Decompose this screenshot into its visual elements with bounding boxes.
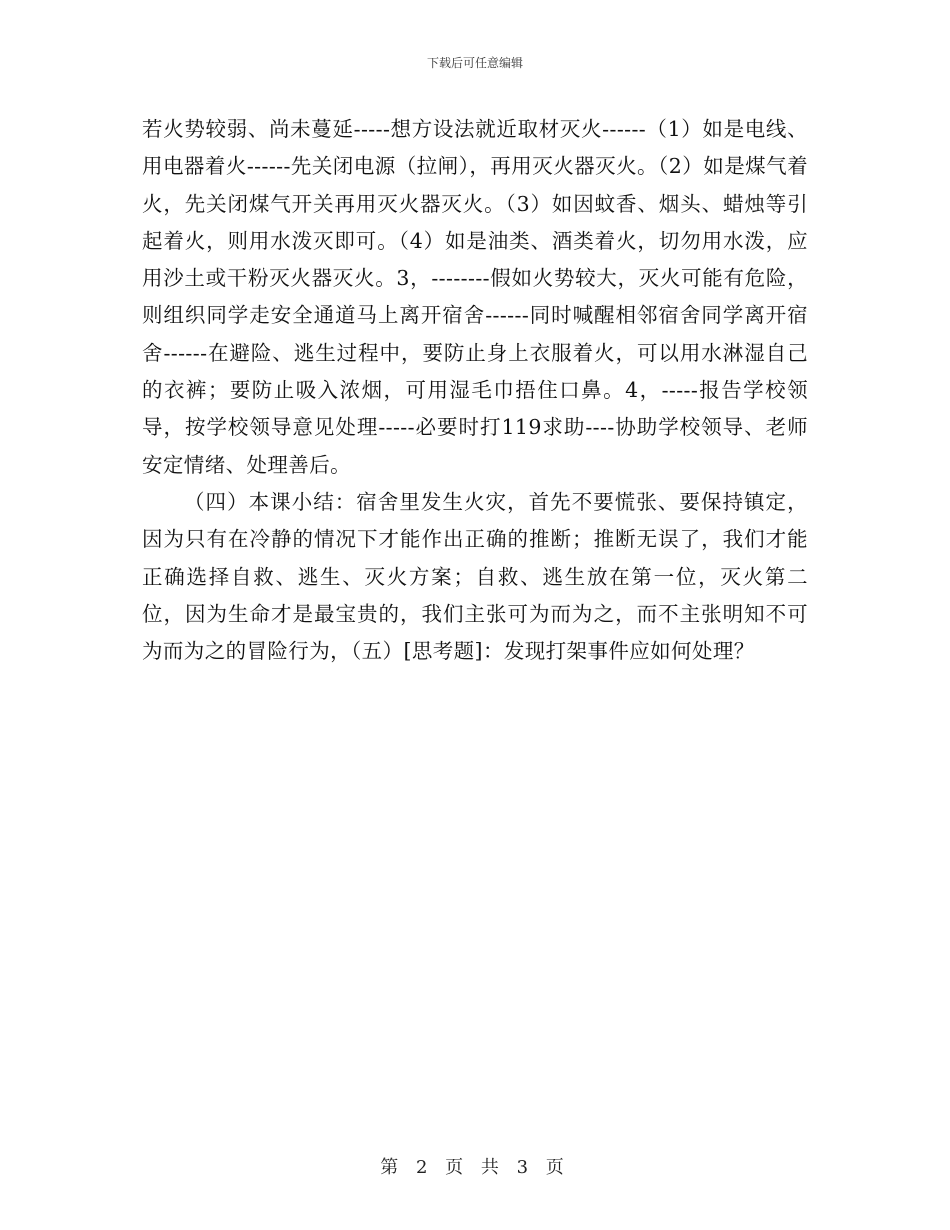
- page-header: 下载后可任意编辑: [426, 56, 523, 70]
- paragraph-fire-response-steps: 若火势较弱、尚未蔓延-----想方设法就近取材灭火------（1）如是电线、用电器着火------先关闭电源（拉闸），再用灭火器灭火。（2）如是煤气着火，先关闭煤气开关再用灭火器灭火。（3）如因蚊香、烟头、蜡烛等引起着火，则用水泼灭即可。（4）如是油类、酒类着火，切勿用水泼，应用沙土或干粉灭火器灭火。3，--------假如火势较大，灭火可能有危险，则组织同学走安全通道马上离开宿舍------同时喊醒相邻宿舍同学离开宿舍------在避险、逃生过程中，要防止身上衣服着火，可以用水淋湿自己的衣裤；要防止吸入浓烟，可用湿毛巾捂住口鼻。4，-----报告学校领导，按学校领导意见处理-----必要时打119求助----协助学校领导、老师安定情绪、处理善后。: [142, 117, 808, 477]
- page-number-footer: 第 2 页 共 3 页: [380, 1157, 570, 1178]
- document-body: [142, 111, 808, 670]
- paragraph-lesson-summary: （四）本课小结：宿舍里发生火灾，首先不要慌张、要保持镇定，因为只有在冷静的情况下才能作出正确的推断；推断无误了，我们才能正确选择自救、逃生、灭火方案；自救、逃生放在第一位，灭火第二位，因为生命才是最宝贵的，我们主张可为而为之，而不主张明知不可为而为之的冒险行为，（五）[思考题]：发现打架事件应如何处理？: [142, 489, 808, 664]
